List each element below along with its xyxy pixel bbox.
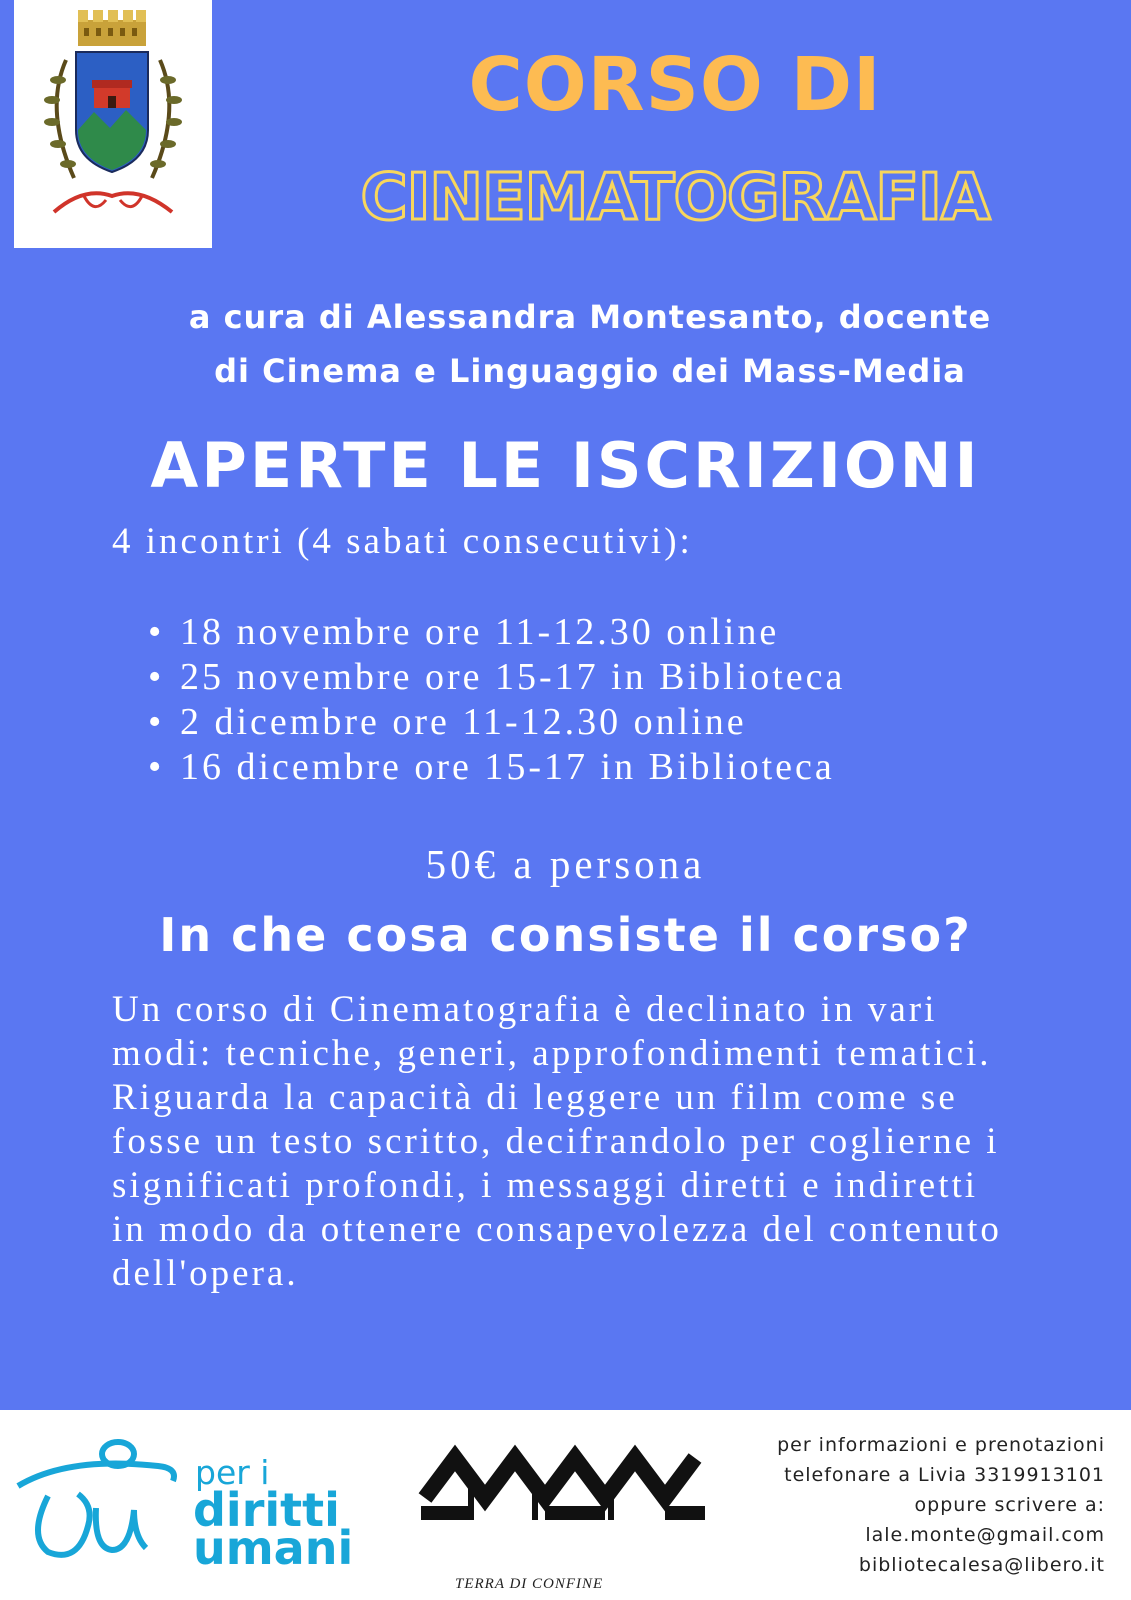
course-description [112,988,1012,1296]
description-paragraph-2: Riguarda la capacità di leggere un film come se fosse un testo scritto, decifrandolo per coglierne i significati profondi, i messaggi diretti e indiretti in modo da ottenere consapevolezza del contenuto dell'opera. [112,1077,1002,1294]
dates-list [148,610,845,790]
description-paragraph-1: Un corso di Cinematografia è declinato in vari modi: tecniche, generi, approfondimenti tematici. [112,989,992,1074]
price: 50€ a persona [425,841,706,887]
date-item: • 25 novembre ore 15-17 in Biblioteca [148,655,845,700]
byline-line-2: di Cinema e Linguaggio dei Mass-Media [214,352,966,390]
du-line-1: per i [195,1453,270,1492]
partner-du-text [193,1453,354,1575]
contact-email-1: lale.monte@gmail.com [865,1524,1105,1546]
partner-du-logo [8,1436,388,1575]
terra-di-confine-emblem-icon [415,1428,715,1568]
municipal-coat-of-arms-icon [14,0,212,248]
byline-line-1: a cura di Alessandra Montesanto, docente [188,298,992,336]
contact-line: per informazioni e prenotazioni [777,1434,1105,1456]
contact-info [777,1430,1105,1580]
byline [100,290,1080,398]
title-line-1: CORSO DI [468,42,882,128]
terra-label: TERRA DI CONFINE [455,1576,604,1592]
human-rights-figure-icon [8,1436,188,1566]
coat-of-arms [14,0,212,248]
date-item: • 2 dicembre ore 11-12.30 online [148,700,845,745]
meetings-intro: 4 incontri (4 sabati consecutivi): [112,521,693,562]
footer [0,1410,1131,1600]
date-item: • 18 novembre ore 11-12.30 online [148,610,845,655]
title-line-2: CINEMATOGRAFIA [360,161,990,235]
partner-terra-logo [415,1428,715,1598]
contact-email-2: bibliotecalesa@libero.it [858,1554,1105,1576]
date-item: • 16 dicembre ore 15-17 in Biblioteca [148,745,845,790]
du-line-3: umani [193,1521,354,1575]
du-line-2: diritti [193,1483,340,1537]
contact-phone: telefonare a Livia 3319913101 [784,1464,1105,1486]
enrollment-heading: APERTE LE ISCRIZIONI [150,429,981,502]
contact-line: oppure scrivere a: [914,1494,1105,1516]
about-heading: In che cosa consiste il corso? [159,908,972,962]
